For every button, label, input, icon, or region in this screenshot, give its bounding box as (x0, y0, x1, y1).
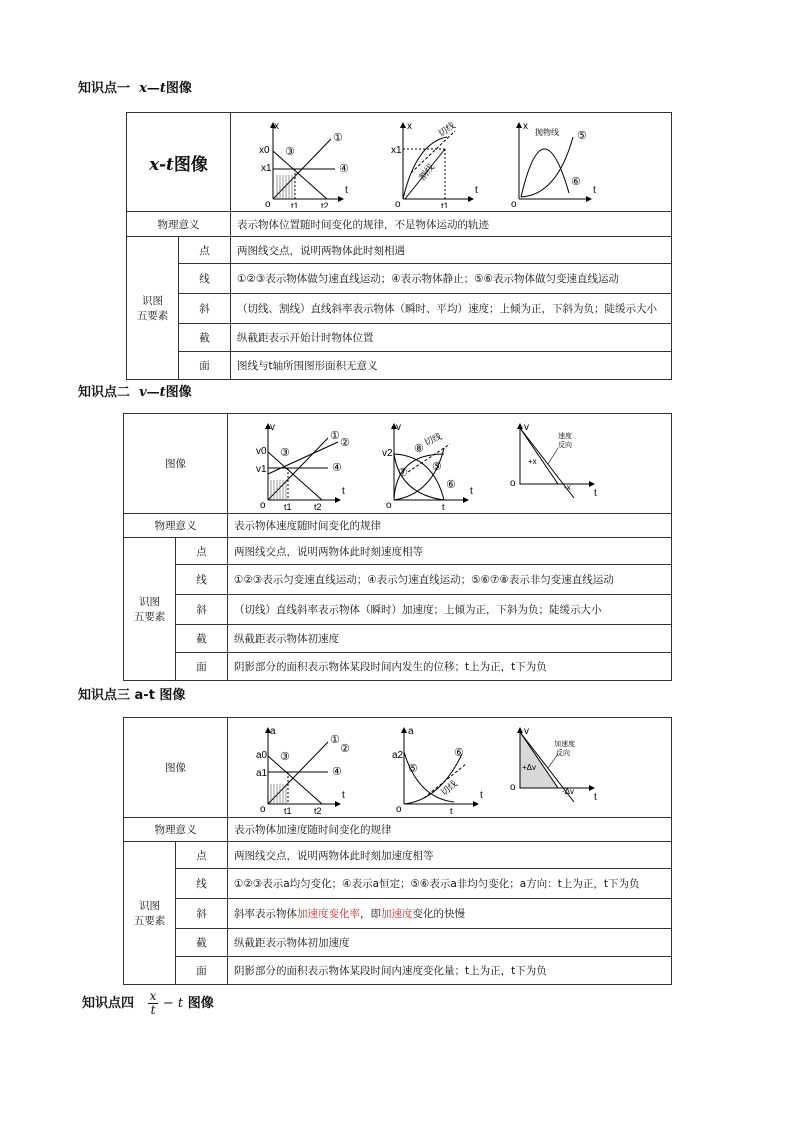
vt-row-key: 面 (176, 653, 228, 681)
svg-text:t1: t1 (441, 201, 449, 208)
xt-graph-1 (259, 121, 349, 208)
xt-meaning: 表示物体位置随时间变化的规律，不是物体运动的轨迹 (231, 212, 672, 237)
section3-heading: 知识点三 a-t 图像 (78, 688, 186, 703)
xt-title: x-t图像 (149, 154, 208, 175)
svg-text:v2: v2 (382, 448, 393, 459)
xt-row-key: 点 (179, 237, 231, 264)
xt-table (126, 112, 672, 380)
svg-text:⑦: ⑦ (398, 467, 408, 479)
svg-text:a0: a0 (256, 750, 268, 761)
at-row-value: 阴影部分的面积表示物体某段时间内速度变化量；t上为正，t下为负 (228, 957, 672, 985)
svg-text:-Δv: -Δv (562, 787, 575, 796)
svg-text:a: a (408, 726, 414, 737)
svg-text:加速度: 加速度 (554, 741, 575, 748)
svg-text:④: ④ (339, 163, 349, 175)
svg-text:③: ③ (280, 447, 290, 459)
svg-text:x0: x0 (259, 145, 270, 156)
svg-text:t2: t2 (321, 201, 329, 208)
svg-text:o: o (260, 500, 266, 510)
svg-text:t: t (480, 790, 483, 801)
svg-text:⑧: ⑧ (414, 443, 424, 455)
at-row-value: 两图线交点，说明两物体此时刻加速度相等 (228, 842, 672, 869)
svg-text:v: v (396, 422, 401, 433)
svg-text:②: ② (340, 743, 350, 755)
vt-row-key: 点 (176, 538, 228, 565)
vt-meaning-label: 物理意义 (124, 514, 228, 538)
svg-text:t: t (450, 806, 453, 814)
xt-row-key: 线 (179, 264, 231, 294)
svg-text:③: ③ (285, 146, 295, 158)
svg-text:v: v (524, 422, 529, 433)
vt-elements-label: 识图 五要素 (124, 538, 176, 681)
svg-text:t: t (342, 486, 345, 497)
svg-text:a: a (270, 726, 276, 737)
svg-text:o: o (510, 782, 516, 793)
svg-text:x1: x1 (261, 163, 272, 174)
vt-row-value: 阴影部分的面积表示物体某段时间内发生的位移；t上为正，t下为负 (228, 653, 672, 681)
svg-text:v: v (524, 726, 529, 737)
svg-text:v0: v0 (256, 446, 267, 457)
xt-graph-3 (511, 121, 596, 208)
xt-meaning-label: 物理意义 (127, 212, 231, 237)
xt-row-value: 纵截距表示开始计时物体位置 (231, 324, 672, 352)
svg-text:v: v (270, 422, 275, 433)
xt-row-value: （切线、割线）直线斜率表示物体（瞬时、平均）速度；上倾为正，下斜为负；陡缓示大小 (231, 294, 672, 324)
at-graph-1 (256, 726, 350, 814)
svg-text:切线: 切线 (438, 778, 460, 798)
at-title: 图像 (124, 718, 228, 818)
vt-row-value: 两图线交点，说明两物体此时刻速度相等 (228, 538, 672, 565)
svg-text:x: x (407, 121, 412, 132)
svg-text:x1: x1 (391, 145, 402, 156)
svg-text:t2: t2 (314, 806, 322, 814)
svg-text:②: ② (340, 437, 350, 449)
vt-graph-2 (382, 422, 473, 510)
svg-text:t: t (594, 488, 597, 499)
svg-text:o: o (510, 478, 516, 489)
svg-text:切线: 切线 (422, 431, 444, 448)
at-graphs (228, 718, 671, 814)
vt-meaning: 表示物体速度随时间变化的规律 (228, 514, 672, 538)
svg-text:④: ④ (332, 766, 342, 778)
xt-elements-label: 识图 五要素 (127, 237, 179, 380)
at-table (123, 717, 672, 985)
xt-row-key: 截 (179, 324, 231, 352)
svg-text:⑥: ⑥ (454, 747, 464, 759)
vt-row-key: 斜 (176, 595, 228, 625)
xt-row-value: 两图线交点，说明两物体此时刻相遇 (231, 237, 672, 264)
xt-row-key: 面 (179, 352, 231, 380)
svg-text:t: t (342, 790, 345, 801)
section2-heading: 知识点二 v—t图像 (78, 385, 192, 400)
svg-text:t: t (593, 185, 596, 196)
svg-text:④: ④ (332, 462, 342, 474)
svg-text:-x: -x (564, 483, 571, 492)
at-graph-3 (510, 726, 597, 803)
vt-row-key: 截 (176, 625, 228, 653)
svg-text:o: o (395, 199, 401, 208)
vt-graphs (228, 414, 671, 510)
svg-text:x: x (523, 121, 528, 132)
curve-5 (521, 149, 569, 197)
svg-text:t: t (594, 792, 597, 803)
xt-graph-2 (391, 119, 478, 208)
svg-text:o: o (260, 804, 266, 814)
at-row-key: 面 (176, 957, 228, 985)
svg-text:+Δv: +Δv (522, 763, 537, 772)
svg-text:t: t (442, 502, 445, 510)
at-elements-label: 识图 五要素 (124, 842, 176, 985)
svg-text:t: t (475, 185, 478, 196)
at-graph-2 (392, 726, 483, 814)
at-row-key: 点 (176, 842, 228, 869)
svg-text:v1: v1 (256, 464, 267, 475)
at-meaning-label: 物理意义 (124, 818, 228, 842)
svg-text:①: ① (330, 430, 340, 442)
svg-text:o: o (511, 199, 517, 208)
svg-text:t1: t1 (284, 502, 292, 510)
curve-6 (521, 137, 573, 197)
svg-text:⑤: ⑤ (577, 130, 587, 142)
svg-text:割线: 割线 (416, 162, 437, 183)
svg-text:⑤: ⑤ (408, 763, 418, 775)
section4-heading: 知识点四 $\frac{x}{t}$ − t 图像 (82, 989, 214, 1017)
at-row-value: 纵截距表示物体初加速度 (228, 929, 672, 957)
vt-row-value: ①②③表示匀变速直线运动；④表示匀速直线运动；⑤⑥⑦⑧表示非匀变速直线运动 (228, 565, 672, 595)
svg-text:切线: 切线 (436, 120, 457, 139)
vt-row-value: 纵截距表示物体初速度 (228, 625, 672, 653)
x-over-t-fraction: $\frac{x}{t}$ (149, 989, 157, 1017)
at-row-key: 斜 (176, 899, 228, 929)
xt-graphs (231, 113, 671, 208)
svg-text:反向: 反向 (556, 750, 570, 757)
vt-row-key: 线 (176, 565, 228, 595)
svg-text:x: x (274, 121, 279, 132)
svg-text:t1: t1 (284, 806, 292, 814)
at-row-key: 线 (176, 869, 228, 899)
svg-text:①: ① (330, 734, 340, 746)
vt-title: 图像 (124, 414, 228, 514)
at-graphs-cell (228, 718, 672, 818)
vt-table (123, 413, 672, 681)
svg-text:t2: t2 (314, 502, 322, 510)
svg-text:速度: 速度 (558, 433, 572, 440)
svg-text:⑤: ⑤ (432, 461, 442, 473)
xt-row-value: 图线与t轴所围图形面积无意义 (231, 352, 672, 380)
svg-text:①: ① (333, 132, 343, 144)
svg-text:t: t (470, 486, 473, 497)
svg-text:⑥: ⑥ (571, 176, 581, 188)
svg-text:反向: 反向 (558, 442, 572, 449)
section1-heading: 知识点一 x—t图像 (78, 81, 192, 96)
at-row-key: 截 (176, 929, 228, 957)
at-meaning: 表示物体加速度随时间变化的规律 (228, 818, 672, 842)
vt-graphs-cell (228, 414, 672, 514)
svg-text:t: t (345, 185, 348, 196)
svg-text:o: o (396, 804, 402, 814)
svg-text:a1: a1 (256, 768, 268, 779)
at-row-value: 斜率表示物体加速度变化率，即加速度变化的快慢 (228, 899, 672, 929)
xt-row-value: ①②③表示物体做匀速直线运动；④表示物体静止；⑤⑥表示物体做匀变速直线运动 (231, 264, 672, 294)
svg-text:a2: a2 (392, 750, 404, 761)
xt-title-cell (127, 113, 231, 212)
vt-graph-3 (510, 422, 597, 499)
svg-text:抛物线: 抛物线 (535, 128, 559, 137)
xt-graphs-cell (231, 113, 672, 212)
vt-graph-1 (256, 422, 350, 510)
svg-text:⑥: ⑥ (446, 479, 456, 491)
svg-text:o: o (386, 500, 392, 510)
svg-text:③: ③ (280, 751, 290, 763)
svg-text:+x: +x (528, 457, 537, 466)
xt-row-key: 斜 (179, 294, 231, 324)
at-row-value: ①②③表示a均匀变化；④表示a恒定；⑤⑥表示a非均匀变化；a方向：t上为正，t下为负 (228, 869, 672, 899)
svg-text:o: o (265, 199, 271, 208)
svg-text:t1: t1 (291, 201, 299, 208)
vt-row-value: （切线）直线斜率表示物体（瞬时）加速度；上倾为正，下斜为负；陡缓示大小 (228, 595, 672, 625)
